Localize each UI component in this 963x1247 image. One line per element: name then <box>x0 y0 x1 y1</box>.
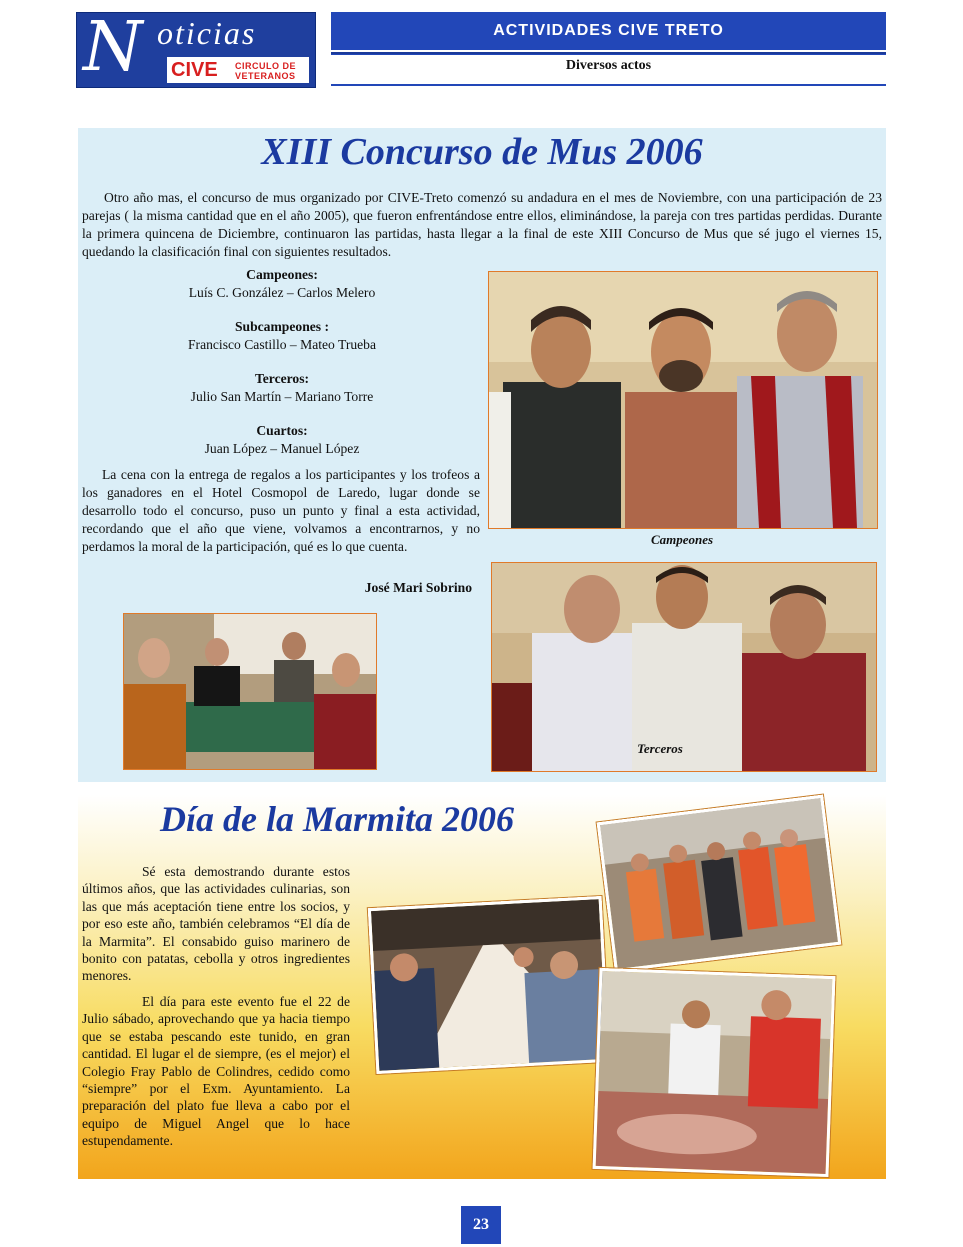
mus-title: XIII Concurso de Mus 2006 <box>261 131 703 173</box>
result-names: Francisco Castillo – Mateo Trueba <box>187 337 377 352</box>
marmita-group-photo <box>597 795 842 973</box>
mus-table-photo <box>123 613 377 770</box>
header-divider <box>331 84 886 86</box>
section-subtitle: Diversos actos <box>565 58 652 73</box>
result-label: Cuartos: <box>256 423 308 438</box>
noticias-cive-logo <box>76 8 316 88</box>
logo-initial: N <box>83 8 143 87</box>
section-title: ACTIVIDADES CIVE TRETO <box>331 12 886 52</box>
marmita-dinner-photo <box>368 896 610 1074</box>
campeones-photo <box>488 271 878 529</box>
logo-sub2: VETERANOS <box>235 71 296 81</box>
logo-brand: CIVE <box>171 59 218 81</box>
marmita-paragraph-1: Sé esta demostrando durante estos últimos años, que las actividades culinarias, son las que más aceptación tiene entre los socios, y por eso este año, también celebramos “El día de la Marmita”. El consabido guiso marinero de bonito con patatas, cebolla y otros ingredientes menores. <box>82 864 350 984</box>
result-names: Juan López – Manuel López <box>204 441 360 456</box>
author-signature: José Mari Sobrino <box>364 580 472 595</box>
marmita-paragraph-2: El día para este evento fue el 22 de Julio sábado, aprovechando que ya hacia tiempo que se estaba pescando este tunido, en gran cantidad. El lugar el de siempre, (es el mejor) el Colegio Fray Pablo de Colindres, cedido como “siempre” por el Exm. Ayuntamiento. La preparación del plato fue lleva a cabo por el equipo de Miguel Angel que lo hace estupendamente. <box>82 994 350 1149</box>
cena-paragraph: La cena con la entrega de regalos a los participantes y los trofeos a los ganadores en el Hotel Cosmopol de Laredo, lugar donde se desarrollo todo el concurso, puso un punto y final a esta actividad, recordando que el año que viene, volvamos a encontrarnos, y no perdamos la moral de la participación, qué es lo que cuenta. <box>82 467 480 554</box>
marmita-title: Día de la Marmita 2006 <box>160 799 515 839</box>
result-block <box>82 318 482 354</box>
result-label: Terceros: <box>254 371 310 386</box>
header-divider <box>331 54 886 55</box>
logo-word: oticias <box>157 15 257 51</box>
result-block <box>82 370 482 406</box>
page-number: 23 <box>461 1206 501 1244</box>
marmita-cooking-photo <box>593 968 836 1177</box>
caption-terceros: Terceros <box>637 741 683 756</box>
result-names: Julio San Martín – Mariano Torre <box>190 389 374 404</box>
result-block <box>82 266 482 302</box>
caption-campeones: Campeones <box>650 532 714 547</box>
result-names: Luís C. González – Carlos Melero <box>188 285 376 300</box>
result-label: Campeones: <box>246 267 318 282</box>
result-block <box>82 422 482 458</box>
result-label: Subcampeones : <box>234 319 330 334</box>
logo-sub1: CIRCULO DE <box>235 61 296 71</box>
mus-intro-paragraph: Otro año mas, el concurso de mus organizado por CIVE-Treto comenzó su andadura en el mes de Noviembre, con una participación de 23 parejas ( la misma cantidad que en el año 2005), que fueron enfrentándose entre ellos, eliminándose, la pareja con tres partidas perdidas. Durante la primera quincena de Diciembre, continuaron las partidas, hasta llegar a la final de este XIII Concurso de Mus que sé jugo el viernes 15, quedando la clasificación final con siguientes resultados. <box>82 190 882 259</box>
